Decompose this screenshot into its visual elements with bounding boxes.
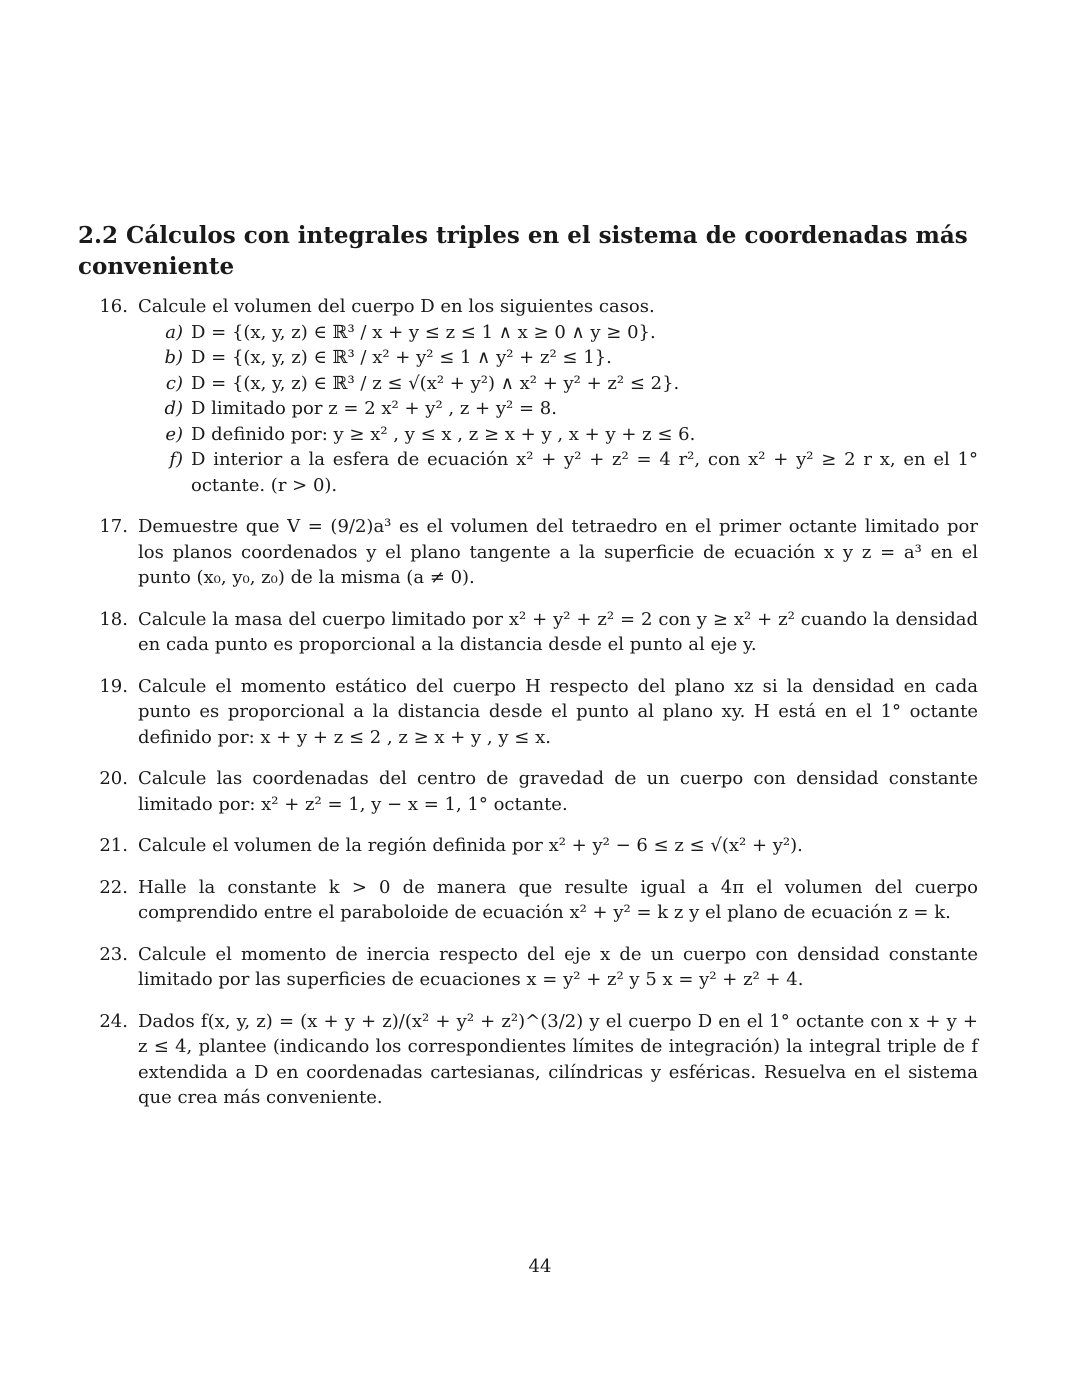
problem-number: 19. — [99, 675, 128, 697]
problem-number: 20. — [99, 768, 128, 789]
problem-text: Calcule el volumen del cuerpo D en los siguientes casos. — [138, 296, 655, 317]
problem-list — [78, 294, 978, 1111]
part-b — [138, 345, 978, 371]
part-text: D = {(x, y, z) ∈ ℝ³ / z ≤ √(x² + y²) ∧ x² + y² + z² ≤ 2}. — [191, 372, 680, 394]
problem-text: Calcule el volumen de la región definida por x² + y² − 6 ≤ z ≤ √(x² + y²). — [138, 835, 803, 856]
problem-23 — [78, 942, 978, 993]
problem-number: 17. — [99, 516, 128, 537]
problem-24 — [78, 1009, 978, 1111]
part-text: D interior a la esfera de ecuación x² + y² + z² = 4 r², con x² + y² ≥ 2 r x, en el 1° octante. (r > 0). — [191, 449, 978, 496]
part-text: D definido por: y ≥ x² , y ≤ x , z ≥ x + y , x + y + z ≤ 6. — [191, 423, 696, 445]
problem-16 — [78, 294, 978, 498]
problem-20 — [78, 766, 978, 817]
problem-number: 16. — [99, 296, 128, 317]
part-label: b) — [164, 347, 183, 368]
part-e — [138, 422, 978, 448]
section-title: 2.2 Cálculos con integrales triples en el sistema de coordenadas más conveniente — [78, 222, 968, 280]
part-label: a) — [165, 321, 183, 343]
part-text: D = {(x, y, z) ∈ ℝ³ / x + y ≤ z ≤ 1 ∧ x ≥ 0 ∧ y ≥ 0}. — [191, 321, 656, 343]
problem-21 — [78, 833, 978, 859]
part-a — [138, 320, 978, 346]
problem-number: 22. — [99, 876, 128, 898]
problem-17 — [78, 514, 978, 591]
problem-text: Halle la constante k > 0 de manera que resulte igual a 4π el volumen del cuerpo comprendido entre el paraboloide de ecuación x² + y² = k z y el plano de ecuación z = k. — [138, 876, 978, 923]
problem-text: Calcule la masa del cuerpo limitado por x² + y² + z² = 2 con y ≥ x² + z² cuando la densidad en cada punto es proporcional a la distancia desde el punto al eje y. — [138, 608, 978, 655]
problem-number: 23. — [99, 943, 128, 965]
problem-number: 18. — [99, 608, 128, 630]
problem-text: Dados f(x, y, z) = (x + y + z)/(x² + y² + z²)^(3/2) y el cuerpo D en el 1° octante con x + y + z ≤ 4, plantee (indicando los correspondientes límites de integración) la integral triple de f extendida a D en coordenadas cartesianas, cilíndricas y esféricas. Resuelva en el sistema que crea más conveniente. — [138, 1010, 978, 1108]
part-label: f) — [169, 449, 183, 470]
page-number: 44 — [528, 1256, 552, 1277]
problem-text: Calcule las coordenadas del centro de gravedad de un cuerpo con densidad constante limitado por: x² + z² = 1, y − x = 1, 1° octante. — [138, 768, 978, 815]
part-text: D = {(x, y, z) ∈ ℝ³ / x² + y² ≤ 1 ∧ y² + z² ≤ 1}. — [191, 347, 612, 368]
part-d — [138, 396, 978, 422]
problem-text: Calcule el momento de inercia respecto del eje x de un cuerpo con densidad constante limitado por las superficies de ecuaciones x = y² + z² y 5 x = y² + z² + 4. — [138, 943, 978, 990]
part-text: D limitado por z = 2 x² + y² , z + y² = 8. — [191, 398, 557, 419]
problem-number: 21. — [99, 835, 128, 856]
problem-number: 24. — [99, 1010, 128, 1032]
part-label: e) — [165, 423, 183, 445]
part-label: d) — [164, 398, 183, 419]
problem-18 — [78, 607, 978, 658]
problem-19 — [78, 674, 978, 751]
part-c — [138, 371, 978, 397]
problem-text: Calcule el momento estático del cuerpo H respecto del plano xz si la densidad en cada punto es proporcional a la distancia desde el punto al plano xy. H está en el 1° octante definido por: x + y + z ≤ 2 , z ≥ x + y , y ≤ x. — [138, 675, 978, 748]
part-f — [138, 447, 978, 498]
part-label: c) — [165, 372, 183, 394]
problem-text: Demuestre que V = (9/2)a³ es el volumen del tetraedro en el primer octante limitado por los planos coordenados y el plano tangente a la superficie de ecuación x y z = a³ en el punto (x₀, y₀, z₀) de la misma (a ≠ 0). — [138, 516, 978, 588]
problem-22 — [78, 875, 978, 926]
